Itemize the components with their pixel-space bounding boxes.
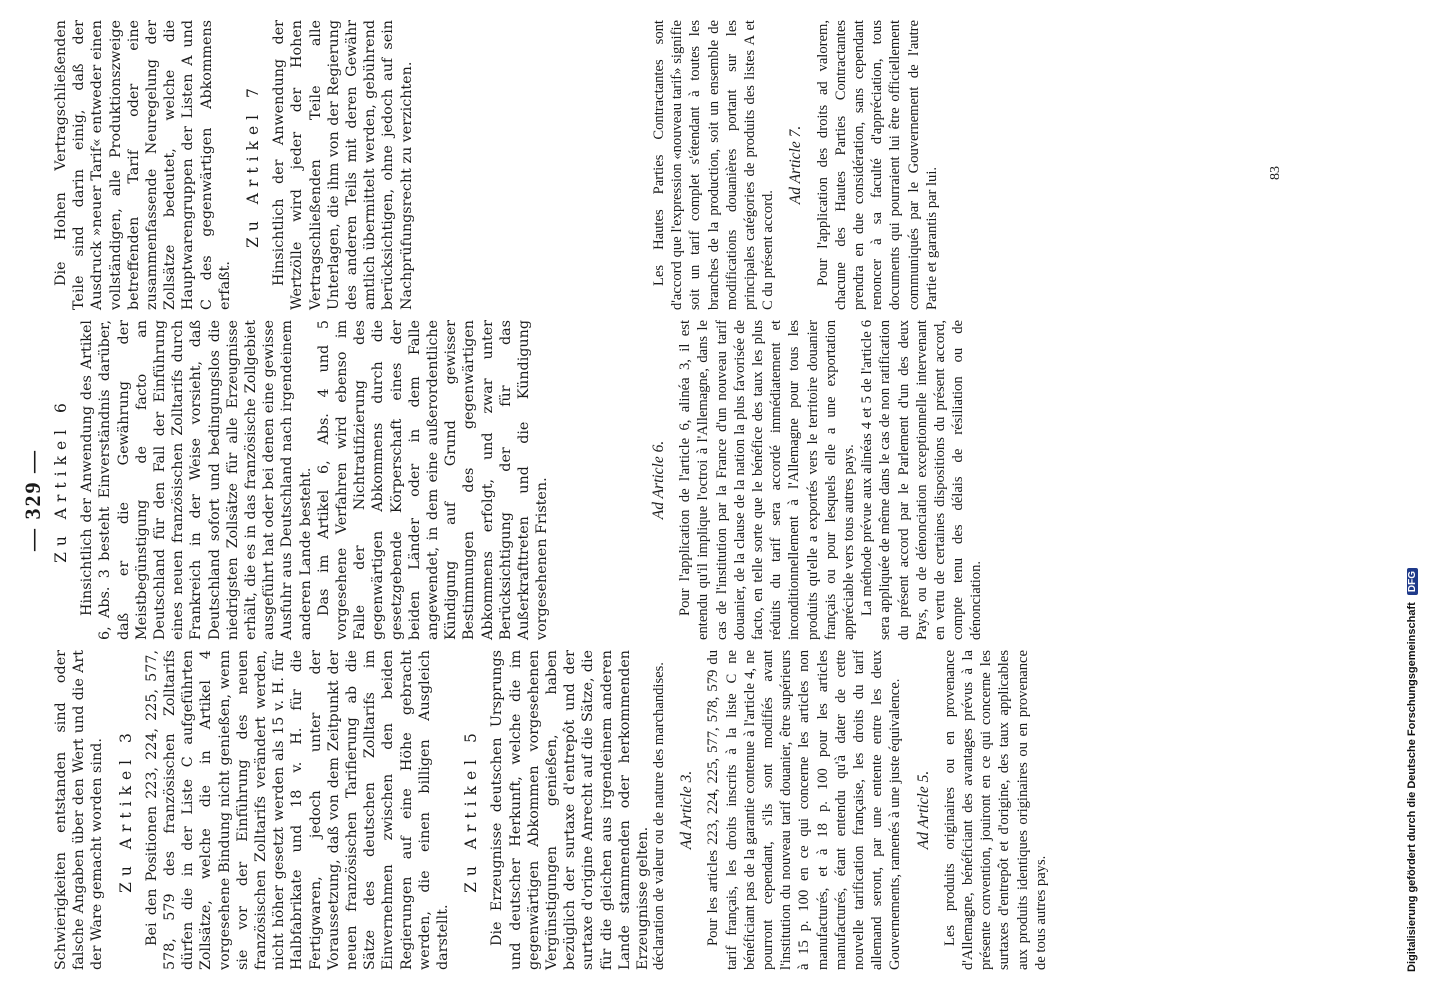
german-art5-heading: Zu Artikel 5 [462, 727, 481, 893]
french-art6-p1: Pour l'application de l'article 6, alinéa 3, il est entendu qu'il implique l'octroi à l'Allemagne, dans le cas de l'institution par la France d'un nouveau tarif douanier, de la clause de la nation la plus favorisée de facto, en telle sorte que le bénéfice des taux les plus réduits du tarif sera accordé immédiatement et inconditionnellement à l'Allemagne pour tous les produits qu'elle a exportés vers le territoire douanier français ou pour lesquels elle a une exportation appréciable vers tous autres pays. [677, 320, 858, 640]
german-art6-p2: Das im Artikel 6, Abs. 4 und 5 vorgesehene Verfahren wird ebenso im Falle der Nichtratifizierung des gegenwärtigen Abkommens durch die gesetzgebende Körperschaft eines der beiden Länder oder in dem Falle angewendet, in dem eine außerordentliche Kündigung auf Grund gewisser Bestimmungen des gegenwärtigen Abkommens erfolgt, und zwar unter Berücksichtigung der für das Außerkrafttreten und die Kündigung vorgesehenen Fristen. [315, 320, 551, 640]
german-art6-p1: Hinsichtlich der Anwendung des Artikel 6, Abs. 3 besteht Einverständnis darüber, daß er die Gewährung der Meistbegünstigung de facto an Deutschland für den Fall der Einführung eines neuen französischen Zolltarifs durch Frankreich in der Weise vorsieht, daß Deutschland sofort und bedingungslos die niedrigsten Zollsätze für alle Erzeugnisse erhält, die es in das französische Zollgebiet ausgeführt hat oder bei denen eine gewisse Ausfuhr aus Deutschland nach irgendeinem anderen Lande besteht. [79, 320, 314, 640]
french-art6-p2: La méthode prévue aux alinéas 4 et 5 de l'article 6 sera appliquée de même dans le cas de non ratification du présent accord par le Parlement d'un des deux Pays, ou de dénonciation exceptionnelle intervenant en vertu de certaines dispositions du présent accord, compte tenu des délais de résiliation ou de dénonciation. [859, 320, 985, 640]
french-right-block [650, 20, 941, 310]
french-art7-text: Pour l'application des droits ad valorem, chacune des Hautes Parties Contractantes prendra en due considération, sans cependant renoncer à sa faculté d'appréciation, tous documents qui pourraient lui être officiellement communiqués par le Gouvernement de l'autre Partie et garantis par lui. [814, 20, 940, 310]
french-art6-p3: Les Hautes Parties Contractantes sont d'accord que l'expression «nouveau tarif» signifie soit un tarif complet s'étendant à toutes les branches de la production, soit un ensemble de modifications douanières portant sur les principales catégories de produits des listes A et C du présent accord. [651, 20, 777, 310]
page-number: — 329 — [20, 449, 45, 551]
german-art3-text: Bei den Positionen 223, 224, 225, 577, 578, 579 des französischen Zolltarifs dürfen die in der Liste C aufgeführten Zollsätze, welche die in Artikel 4 vorgesehene Bindung nicht genießen, wenn sie vor der Einführung des neuen französischen Zolltarifs verändert werden, nicht höher gesetzt werden als 15 v. H. für Halbfabrikate und 18 v. H. für die Fertigwaren, jedoch unter der Voraussetzung, daß von dem Zeitpunkt der neuen französischen Tarifierung ab die Sätze des deutschen Zolltarifs im Einvernehmen zwischen den beiden Regierungen auf eine Höhe gebracht werden, die einen billigen Ausgleich darstellt. [143, 650, 452, 970]
french-column [650, 0, 1350, 1000]
digitization-credit [1406, 568, 1418, 972]
german-art7-text: Hinsichtlich der Anwendung der Wertzölle wird jeder der Hohen Vertragschließenden Teile alle Unterlagen, die ihm von der Regierung des anderen Teils mit deren Gewähr amtlich übermittelt werden, gebührend berücksichtigen, ohne jedoch auf sein Nachprüfungsrecht zu verzichten. [271, 20, 415, 310]
sheet-number: 83 [1268, 166, 1283, 180]
german-art6-p3: Die Hohen Vertragschließenden Teile sind darin einig, daß der Ausdruck »neuer Tarif« entweder einen vollständigen, alle Produktionszweige betreffenden Tarif oder eine zusammenfassende Neuregelung der Zollsätze bedeutet, welche die Hauptwarengruppen der Listen A und C des gegenwärtigen Abkommens erfaßt. [53, 20, 233, 310]
french-art5-text: Les produits originaires ou en provenance d'Allemagne, bénéficiant des avantages prévus à la présente convention, jouiront en ce qui concerne les surtaxes d'entrepôt et d'origine, des taux applicables aux produits identiques originaires ou en provenance de tous autres pays. [941, 650, 1049, 970]
german-right-block [52, 20, 416, 310]
dfg-logo: DFG [1407, 568, 1418, 595]
french-art5-heading: Ad Article 5. [914, 770, 932, 850]
german-intro: Schwierigkeiten entstanden sind oder falsche Angaben über den Wert und die Art der Ware gemacht worden sind. [53, 650, 106, 970]
french-art3-heading: Ad Article 3. [678, 770, 696, 850]
german-middle-block [52, 320, 551, 640]
german-column [52, 0, 652, 1000]
french-left-block [650, 650, 1050, 970]
german-art6-heading: Zu Artikel 6 [52, 397, 70, 563]
french-art6-heading: Ad Article 6. [650, 440, 667, 520]
german-art5-text: Die Erzeugnisse deutschen Ursprungs und deutscher Herkunft, welche die im gegenwärtigen Abkommen vorgesehenen Vergünstigungen genießen, haben bezüglich der surtaxe d'entrepôt und der surtaxe d'origine Anrecht auf die Sätze, die für die gleichen aus irgendeinem anderen Lande stammenden oder herkommenden Erzeugnisse gelten. [489, 650, 652, 970]
french-art3-text: Pour les articles 223, 224, 225, 577, 578, 579 du tarif français, les droits inscrits à la liste C ne bénéficiant pas de la garantie contenue à l'article 4, ne pourront cependant, s'ils sont modifiés avant l'institution du nouveau tarif douanier, être supérieurs à 15 p. 100 en ce qui concerne les articles non manufacturés, et à 18 p. 100 pour les articles manufacturés, étant entendu qu'à dater de cette nouvelle tarification française, les droits du tarif allemand seront, par une entente entre les deux Gouvernements, ramenés à une juste équivalence. [705, 650, 904, 970]
french-intro: déclaration de valeur ou de nature des marchandises. [651, 662, 667, 970]
german-left-block [52, 650, 652, 970]
french-middle-block [650, 320, 986, 640]
french-art7-heading: Ad Article 7. [787, 125, 805, 205]
german-art7-heading: Zu Artikel 7 [244, 82, 263, 248]
credit-text: Digitalisierung gefördert durch die Deutsche Forschungsgemeinschaft [1406, 602, 1418, 972]
german-art3-heading: Zu Artikel 3 [116, 727, 135, 893]
